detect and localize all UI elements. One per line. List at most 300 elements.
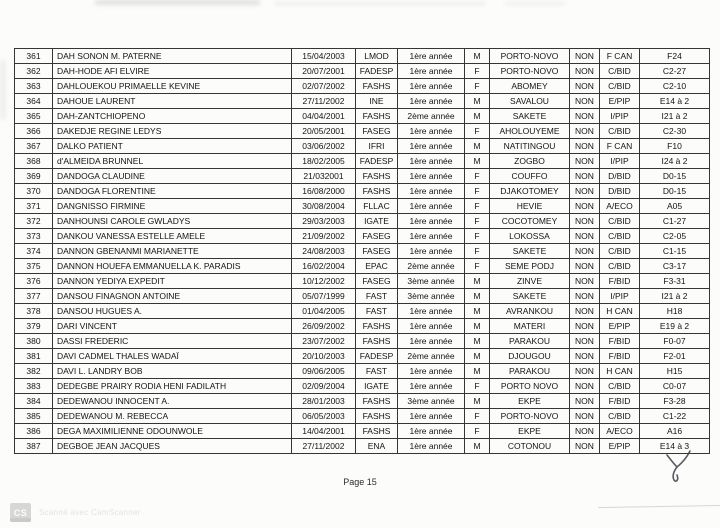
cell-status: NON xyxy=(570,49,600,64)
cell-room: C2-27 xyxy=(640,64,710,79)
cell-row-number: 386 xyxy=(15,424,53,439)
table-row xyxy=(15,64,710,79)
cell-student-name: DANSOU FINAGNON ANTOINE xyxy=(53,289,292,304)
cell-birthdate: 14/04/2001 xyxy=(292,424,356,439)
cell-room: C2-10 xyxy=(640,79,710,94)
cell-status: NON xyxy=(570,184,600,199)
cell-birthdate: 04/04/2001 xyxy=(292,109,356,124)
cell-gender: F xyxy=(465,379,490,394)
cell-gender: F xyxy=(465,244,490,259)
scan-artifact xyxy=(0,60,6,120)
table-row xyxy=(15,424,710,439)
cell-gender: M xyxy=(465,364,490,379)
cell-city: PORTO-NOVO xyxy=(490,409,570,424)
cell-gender: F xyxy=(465,169,490,184)
cell-city: PARAKOU xyxy=(490,364,570,379)
cell-gender: M xyxy=(465,349,490,364)
cell-year: 1ère année xyxy=(398,319,465,334)
cell-school: FASHS xyxy=(356,394,398,409)
cell-gender: M xyxy=(465,49,490,64)
cell-room: C2-05 xyxy=(640,229,710,244)
cell-room: I24 à 2 xyxy=(640,154,710,169)
cell-room: E19 à 2 xyxy=(640,319,710,334)
cell-birthdate: 28/01/2003 xyxy=(292,394,356,409)
cell-code: D/BID xyxy=(600,184,640,199)
camscanner-watermark-text: Scanné avec CamScanner xyxy=(39,508,141,517)
table-row xyxy=(15,349,710,364)
cell-row-number: 375 xyxy=(15,259,53,274)
camscanner-watermark xyxy=(10,503,141,522)
cell-city: DJOUGOU xyxy=(490,349,570,364)
cell-code: C/BID xyxy=(600,244,640,259)
cell-birthdate: 09/06/2005 xyxy=(292,364,356,379)
cell-birthdate: 18/02/2005 xyxy=(292,154,356,169)
cell-row-number: 368 xyxy=(15,154,53,169)
cell-code: C/BID xyxy=(600,409,640,424)
cell-code: F/BID xyxy=(600,349,640,364)
cell-birthdate: 15/04/2003 xyxy=(292,49,356,64)
cell-student-name: DANNON YEDIYA EXPEDIT xyxy=(53,274,292,289)
cell-room: F2-01 xyxy=(640,349,710,364)
cell-city: PORTO-NOVO xyxy=(490,64,570,79)
table-row xyxy=(15,124,710,139)
table-row xyxy=(15,259,710,274)
cell-room: F3-31 xyxy=(640,274,710,289)
cell-code: C/BID xyxy=(600,64,640,79)
cell-room: I21 à 2 xyxy=(640,109,710,124)
cell-code: A/ECO xyxy=(600,199,640,214)
cell-status: NON xyxy=(570,214,600,229)
cell-year: 1ère année xyxy=(398,304,465,319)
cell-room: E14 à 2 xyxy=(640,94,710,109)
cell-code: C/BID xyxy=(600,214,640,229)
cell-birthdate: 05/07/1999 xyxy=(292,289,356,304)
cell-city: COUFFO xyxy=(490,169,570,184)
cell-student-name: DARI VINCENT xyxy=(53,319,292,334)
cell-status: NON xyxy=(570,64,600,79)
cell-code: C/BID xyxy=(600,259,640,274)
cell-room: F10 xyxy=(640,139,710,154)
cell-status: NON xyxy=(570,289,600,304)
cell-status: NON xyxy=(570,94,600,109)
cell-birthdate: 20/07/2001 xyxy=(292,64,356,79)
cell-room: F3-28 xyxy=(640,394,710,409)
cell-gender: M xyxy=(465,274,490,289)
cell-row-number: 387 xyxy=(15,439,53,454)
cell-birthdate: 20/10/2003 xyxy=(292,349,356,364)
cell-code: F/BID xyxy=(600,334,640,349)
table-row xyxy=(15,109,710,124)
cell-year: 1ère année xyxy=(398,244,465,259)
cell-code: C/BID xyxy=(600,124,640,139)
cell-row-number: 373 xyxy=(15,229,53,244)
cell-code: E/PIP xyxy=(600,94,640,109)
cell-room: F0-07 xyxy=(640,334,710,349)
cell-school: FADESP xyxy=(356,349,398,364)
cell-code: E/PIP xyxy=(600,319,640,334)
roster-table-body xyxy=(15,49,710,454)
cell-city: ZOGBO xyxy=(490,154,570,169)
cell-year: 1ère année xyxy=(398,79,465,94)
cell-code: A/ECO xyxy=(600,424,640,439)
cell-year: 1ère année xyxy=(398,184,465,199)
cell-row-number: 379 xyxy=(15,319,53,334)
cell-school: FASEG xyxy=(356,244,398,259)
table-row xyxy=(15,364,710,379)
cell-student-name: DAKEDJE REGINE LEDYS xyxy=(53,124,292,139)
cell-code: D/BID xyxy=(600,169,640,184)
cell-school: ENA xyxy=(356,439,398,454)
cell-student-name: DAH-HODE AFI ELVIRE xyxy=(53,64,292,79)
cell-school: FASHS xyxy=(356,169,398,184)
cell-gender: M xyxy=(465,139,490,154)
cell-city: HEVIE xyxy=(490,199,570,214)
cell-room: C2-30 xyxy=(640,124,710,139)
scan-artifact xyxy=(95,0,260,5)
cell-year: 1ère année xyxy=(398,124,465,139)
cell-student-name: DASSI FREDERIC xyxy=(53,334,292,349)
cell-row-number: 378 xyxy=(15,304,53,319)
cell-student-name: DEDEWANOU M. REBECCA xyxy=(53,409,292,424)
cell-birthdate: 16/02/2004 xyxy=(292,259,356,274)
cell-city: SAKETE xyxy=(490,244,570,259)
cell-row-number: 385 xyxy=(15,409,53,424)
cell-city: ABOMEY xyxy=(490,79,570,94)
cell-city: COCOTOMEY xyxy=(490,214,570,229)
cell-gender: F xyxy=(465,64,490,79)
cell-code: F CAN xyxy=(600,49,640,64)
cell-status: NON xyxy=(570,274,600,289)
cell-birthdate: 10/12/2002 xyxy=(292,274,356,289)
table-row xyxy=(15,409,710,424)
cell-room: E14 à 3 xyxy=(640,439,710,454)
cell-status: NON xyxy=(570,304,600,319)
cell-student-name: DANNON HOUEFA EMMANUELLA K. PARADIS xyxy=(53,259,292,274)
cell-city: NATITINGOU xyxy=(490,139,570,154)
cell-birthdate: 03/06/2002 xyxy=(292,139,356,154)
cell-city: SEME PODJ xyxy=(490,259,570,274)
cell-city: EKPE xyxy=(490,424,570,439)
table-row xyxy=(15,274,710,289)
cell-student-name: DEGBOE JEAN JACQUES xyxy=(53,439,292,454)
cell-row-number: 380 xyxy=(15,334,53,349)
table-row xyxy=(15,199,710,214)
cell-room: A05 xyxy=(640,199,710,214)
cell-status: NON xyxy=(570,319,600,334)
cell-year: 1ère année xyxy=(398,379,465,394)
table-row xyxy=(15,79,710,94)
cell-status: NON xyxy=(570,439,600,454)
cell-year: 1ère année xyxy=(398,49,465,64)
cell-city: DJAKOTOMEY xyxy=(490,184,570,199)
cell-room: C1-15 xyxy=(640,244,710,259)
table-row xyxy=(15,94,710,109)
cell-code: I/PIP xyxy=(600,289,640,304)
cell-gender: F xyxy=(465,229,490,244)
cell-row-number: 371 xyxy=(15,199,53,214)
cell-birthdate: 01/04/2005 xyxy=(292,304,356,319)
cell-city: SAKETE xyxy=(490,109,570,124)
cell-status: NON xyxy=(570,424,600,439)
cell-room: I21 à 2 xyxy=(640,289,710,304)
cell-row-number: 364 xyxy=(15,94,53,109)
cell-student-name: DAHOUE LAURENT xyxy=(53,94,292,109)
cell-birthdate: 30/08/2004 xyxy=(292,199,356,214)
cell-school: EPAC xyxy=(356,259,398,274)
cell-status: NON xyxy=(570,379,600,394)
cell-gender: F xyxy=(465,409,490,424)
table-row xyxy=(15,439,710,454)
cell-school: FAST xyxy=(356,364,398,379)
table-row xyxy=(15,394,710,409)
table-row xyxy=(15,214,710,229)
cell-birthdate: 02/07/2002 xyxy=(292,79,356,94)
cell-code: F/BID xyxy=(600,274,640,289)
cell-gender: F xyxy=(465,124,490,139)
cell-school: IFRI xyxy=(356,139,398,154)
cell-row-number: 382 xyxy=(15,364,53,379)
cell-row-number: 384 xyxy=(15,394,53,409)
cell-row-number: 367 xyxy=(15,139,53,154)
cell-code: H CAN xyxy=(600,364,640,379)
cell-birthdate: 27/11/2002 xyxy=(292,439,356,454)
cell-birthdate: 16/08/2000 xyxy=(292,184,356,199)
table-row xyxy=(15,289,710,304)
cell-code: C/BID xyxy=(600,79,640,94)
cell-birthdate: 26/09/2002 xyxy=(292,319,356,334)
cell-year: 1ère année xyxy=(398,199,465,214)
cell-year: 3ème année xyxy=(398,394,465,409)
cell-city: PORTO NOVO xyxy=(490,379,570,394)
cell-birthdate: 21/09/2002 xyxy=(292,229,356,244)
table-row xyxy=(15,139,710,154)
cell-year: 3ème année xyxy=(398,289,465,304)
cell-school: FASHS xyxy=(356,319,398,334)
cell-row-number: 370 xyxy=(15,184,53,199)
cell-status: NON xyxy=(570,154,600,169)
cell-school: FLLAC xyxy=(356,199,398,214)
cell-status: NON xyxy=(570,334,600,349)
cell-student-name: DALKO PATIENT xyxy=(53,139,292,154)
cell-room: C1-22 xyxy=(640,409,710,424)
cell-student-name: d'ALMEIDA BRUNNEL xyxy=(53,154,292,169)
table-row xyxy=(15,334,710,349)
cell-row-number: 377 xyxy=(15,289,53,304)
cell-code: I/PIP xyxy=(600,154,640,169)
cell-row-number: 374 xyxy=(15,244,53,259)
cell-year: 1ère année xyxy=(398,169,465,184)
cell-row-number: 369 xyxy=(15,169,53,184)
cell-row-number: 381 xyxy=(15,349,53,364)
cell-student-name: DANGNISSO FIRMINE xyxy=(53,199,292,214)
cell-status: NON xyxy=(570,139,600,154)
cell-row-number: 372 xyxy=(15,214,53,229)
cell-year: 1ère année xyxy=(398,229,465,244)
cell-school: FASHS xyxy=(356,424,398,439)
cell-city: COTONOU xyxy=(490,439,570,454)
cell-school: FASEG xyxy=(356,229,398,244)
cell-year: 2ème année xyxy=(398,109,465,124)
scan-fold-line xyxy=(598,505,720,508)
cell-gender: F xyxy=(465,259,490,274)
cell-city: SAKETE xyxy=(490,289,570,304)
table-row xyxy=(15,244,710,259)
cell-year: 1ère année xyxy=(398,214,465,229)
cell-room: C1-27 xyxy=(640,214,710,229)
cell-code: F/BID xyxy=(600,394,640,409)
cell-city: EKPE xyxy=(490,394,570,409)
cell-code: H CAN xyxy=(600,304,640,319)
cell-room: F24 xyxy=(640,49,710,64)
cell-code: C/BID xyxy=(600,229,640,244)
cell-school: INE xyxy=(356,94,398,109)
cell-school: FASHS xyxy=(356,409,398,424)
cell-gender: M xyxy=(465,154,490,169)
cell-year: 1ère année xyxy=(398,424,465,439)
cell-student-name: DEDEGBE PRAIRY RODIA HENI FADILATH xyxy=(53,379,292,394)
table-row xyxy=(15,49,710,64)
cell-gender: M xyxy=(465,439,490,454)
cell-school: IGATE xyxy=(356,379,398,394)
scan-artifact xyxy=(505,2,565,5)
table-row xyxy=(15,379,710,394)
cell-status: NON xyxy=(570,244,600,259)
scan-artifact xyxy=(275,2,485,5)
cell-gender: M xyxy=(465,109,490,124)
cell-room: H18 xyxy=(640,304,710,319)
table-row xyxy=(15,169,710,184)
cell-student-name: DAH SONON M. PATERNE xyxy=(53,49,292,64)
cell-school: FAST xyxy=(356,289,398,304)
cell-birthdate: 21/032001 xyxy=(292,169,356,184)
cell-gender: M xyxy=(465,334,490,349)
cell-status: NON xyxy=(570,79,600,94)
cell-row-number: 365 xyxy=(15,109,53,124)
cell-student-name: DANSOU HUGUES A. xyxy=(53,304,292,319)
cell-status: NON xyxy=(570,199,600,214)
cell-school: FADESP xyxy=(356,154,398,169)
cell-birthdate: 20/05/2001 xyxy=(292,124,356,139)
cell-gender: M xyxy=(465,289,490,304)
table-row xyxy=(15,154,710,169)
cell-city: PORTO-NOVO xyxy=(490,49,570,64)
cell-row-number: 362 xyxy=(15,64,53,79)
cell-school: FAST xyxy=(356,304,398,319)
cell-room: D0-15 xyxy=(640,184,710,199)
cell-school: LMOD xyxy=(356,49,398,64)
camscanner-badge-icon: CS xyxy=(10,503,31,522)
cell-status: NON xyxy=(570,229,600,244)
cell-year: 1ère année xyxy=(398,139,465,154)
cell-gender: M xyxy=(465,319,490,334)
cell-room: C0-07 xyxy=(640,379,710,394)
cell-city: AVRANKOU xyxy=(490,304,570,319)
cell-year: 2ème année xyxy=(398,349,465,364)
cell-code: C/BID xyxy=(600,379,640,394)
cell-school: FADESP xyxy=(356,64,398,79)
cell-room: H15 xyxy=(640,364,710,379)
cell-student-name: DEGA MAXIMILIENNE ODOUNWOLE xyxy=(53,424,292,439)
cell-year: 3ème année xyxy=(398,274,465,289)
cell-school: FASHS xyxy=(356,334,398,349)
cell-year: 1ère année xyxy=(398,94,465,109)
cell-year: 1ère année xyxy=(398,439,465,454)
cell-city: MATERI xyxy=(490,319,570,334)
cell-birthdate: 27/11/2002 xyxy=(292,94,356,109)
cell-row-number: 383 xyxy=(15,379,53,394)
cell-school: FASHS xyxy=(356,79,398,94)
cell-school: IGATE xyxy=(356,214,398,229)
cell-status: NON xyxy=(570,124,600,139)
cell-city: SAVALOU xyxy=(490,94,570,109)
cell-year: 1ère année xyxy=(398,154,465,169)
cell-gender: F xyxy=(465,184,490,199)
cell-status: NON xyxy=(570,259,600,274)
cell-student-name: DEDEWANOU INNOCENT A. xyxy=(53,394,292,409)
student-roster-table xyxy=(14,48,710,454)
cell-school: FASHS xyxy=(356,109,398,124)
cell-birthdate: 24/08/2003 xyxy=(292,244,356,259)
cell-city: AHOLOUYEME xyxy=(490,124,570,139)
cell-birthdate: 29/03/2003 xyxy=(292,214,356,229)
cell-row-number: 376 xyxy=(15,274,53,289)
cell-gender: M xyxy=(465,304,490,319)
cell-student-name: DAHLOUEKOU PRIMAELLE KEVINE xyxy=(53,79,292,94)
cell-city: ZINVE xyxy=(490,274,570,289)
cell-gender: M xyxy=(465,94,490,109)
cell-student-name: DANDOGA FLORENTINE xyxy=(53,184,292,199)
cell-school: FASEG xyxy=(356,124,398,139)
cell-room: D0-15 xyxy=(640,169,710,184)
cell-gender: F xyxy=(465,79,490,94)
cell-student-name: DANDOGA CLAUDINE xyxy=(53,169,292,184)
cell-status: NON xyxy=(570,169,600,184)
cell-gender: F xyxy=(465,214,490,229)
table-row xyxy=(15,304,710,319)
cell-student-name: DAVI CADMEL THALES WADAÏ xyxy=(53,349,292,364)
cell-student-name: DANKOU VANESSA ESTELLE AMELE xyxy=(53,229,292,244)
cell-status: NON xyxy=(570,364,600,379)
cell-row-number: 363 xyxy=(15,79,53,94)
cell-birthdate: 23/07/2002 xyxy=(292,334,356,349)
cell-year: 1ère année xyxy=(398,334,465,349)
table-row xyxy=(15,229,710,244)
cell-year: 2ème année xyxy=(398,259,465,274)
cell-status: NON xyxy=(570,409,600,424)
cell-birthdate: 02/09/2004 xyxy=(292,379,356,394)
cell-student-name: DAVI L. LANDRY BOB xyxy=(53,364,292,379)
cell-row-number: 361 xyxy=(15,49,53,64)
cell-city: LOKOSSA xyxy=(490,229,570,244)
table-row xyxy=(15,319,710,334)
table-row xyxy=(15,184,710,199)
cell-code: F CAN xyxy=(600,139,640,154)
cell-year: 1ère année xyxy=(398,64,465,79)
cell-status: NON xyxy=(570,394,600,409)
page-number: Page 15 xyxy=(343,477,377,487)
cell-school: FASEG xyxy=(356,274,398,289)
cell-gender: F xyxy=(465,424,490,439)
cell-city: PARAKOU xyxy=(490,334,570,349)
cell-year: 1ère année xyxy=(398,409,465,424)
cell-room: C3-17 xyxy=(640,259,710,274)
cell-school: FASHS xyxy=(356,184,398,199)
cell-year: 1ère année xyxy=(398,364,465,379)
cell-birthdate: 06/05/2003 xyxy=(292,409,356,424)
cell-status: NON xyxy=(570,349,600,364)
cell-code: E/PIP xyxy=(600,439,640,454)
cell-gender: F xyxy=(465,199,490,214)
